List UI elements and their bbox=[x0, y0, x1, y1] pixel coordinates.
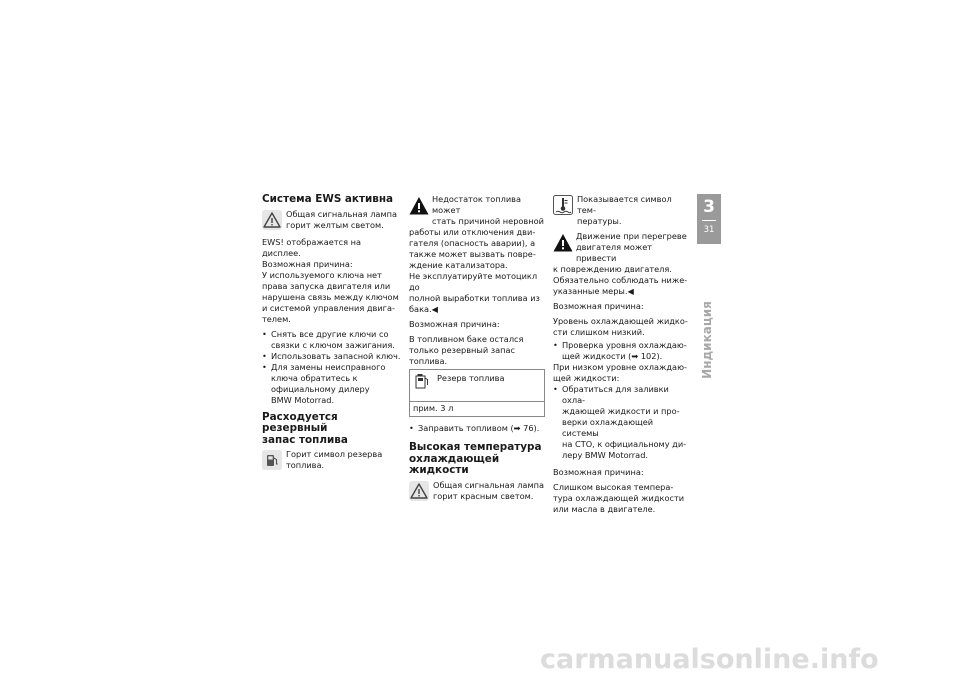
list-item bbox=[409, 423, 545, 434]
coolant-lamp-row bbox=[409, 480, 545, 504]
heading-line: Высокая температура bbox=[409, 441, 542, 453]
list-item-line: • Проверка уровня охлаждаю- bbox=[562, 340, 687, 350]
warning-line: указанные меры.◀ bbox=[553, 286, 634, 296]
fuel-warning-note bbox=[409, 194, 545, 315]
list-item-line: на СТО, к официальному ди- bbox=[562, 439, 687, 449]
heading-line: запас топлива bbox=[262, 433, 348, 446]
list-item-line: леру BMW Motorrad. bbox=[562, 450, 648, 460]
list-item-line: ждающей жидкости и про- bbox=[562, 406, 680, 416]
ews-body-line: EWS! отображается на дисплее. bbox=[262, 236, 362, 258]
symbol-text: Показывается символ тем- bbox=[577, 194, 672, 215]
watermark: carmanualsonline.info bbox=[540, 644, 879, 675]
hazard-triangle-icon bbox=[553, 233, 573, 253]
chapter-divider bbox=[702, 220, 716, 221]
column-2 bbox=[409, 194, 545, 508]
list-item bbox=[262, 329, 402, 351]
fuel-can-icon bbox=[415, 373, 429, 389]
warning-line: стать причиной неровной bbox=[432, 216, 544, 226]
cause-line: сти слишком низкий. bbox=[553, 327, 645, 337]
fuel-cause-text bbox=[409, 334, 545, 367]
list-item-line: верки охлаждающей системы bbox=[562, 417, 654, 438]
ews-body-line: нарушена связь между ключом bbox=[262, 291, 399, 302]
list-item bbox=[553, 384, 691, 461]
coolant-check-list bbox=[553, 340, 691, 362]
chapter-tab bbox=[697, 194, 721, 244]
fuel-lamp-text: топлива. bbox=[286, 460, 325, 471]
ews-lamp-text: Общая сигнальная лампа bbox=[286, 208, 397, 219]
overheat-cause-label: Возможная причина: bbox=[553, 467, 644, 477]
low-level-line: щей жидкости: bbox=[553, 373, 620, 383]
low-level-line: При низком уровне охлаждаю- bbox=[553, 362, 687, 372]
cause-line: или масла в двигателе. bbox=[553, 504, 656, 514]
cause-line: Слишком высокая темпера- bbox=[553, 482, 674, 492]
fuel-cause-label: Возможная причина: bbox=[409, 319, 500, 329]
warning-line: Обязательно соблюдать ниже- bbox=[553, 275, 688, 285]
warning-line: к повреждению двигателя. bbox=[553, 264, 672, 274]
list-item-line: официальному дилеру bbox=[271, 383, 370, 394]
fuel-actions-list bbox=[409, 423, 545, 434]
cause-line: тура охлаждающей жидкости bbox=[553, 493, 685, 503]
warning-triangle-icon bbox=[409, 481, 429, 501]
cause-line: топлива. bbox=[409, 356, 448, 366]
coolant-service-list bbox=[553, 384, 691, 461]
coolant-thermometer-icon bbox=[553, 195, 573, 215]
warning-line: бака.◀ bbox=[409, 304, 438, 314]
list-item-line: • Заправить топливом (➡ 76). bbox=[418, 423, 540, 433]
coolant-lamp-text: горит красным светом. bbox=[433, 490, 534, 501]
ews-body-line: Возможная причина: bbox=[262, 258, 353, 269]
warning-line: Недостаток топлива может bbox=[432, 194, 522, 215]
symbol-text: пературы. bbox=[577, 216, 622, 226]
ews-heading: Система EWS активна bbox=[262, 193, 394, 205]
list-item-line: ключа обратитесь к bbox=[271, 372, 358, 383]
list-item bbox=[262, 362, 402, 406]
warning-line: Движение при перегреве bbox=[576, 231, 687, 241]
list-item bbox=[262, 351, 402, 362]
warning-line: двигателя может привести bbox=[576, 242, 653, 263]
fuel-reserve-heading bbox=[262, 412, 402, 447]
ews-lamp-row bbox=[262, 209, 402, 233]
list-item-line: BMW Motorrad. bbox=[271, 394, 335, 405]
ews-description bbox=[262, 237, 402, 325]
low-level-text bbox=[553, 362, 691, 384]
ews-body-line: и системой управления двига- bbox=[262, 302, 395, 313]
heading-line: Расходуется резервный bbox=[262, 410, 338, 435]
fuel-reserve-label: Резерв топлива bbox=[437, 373, 505, 383]
temperature-symbol-row bbox=[553, 194, 691, 227]
list-item-line: • Использовать запасной ключ. bbox=[271, 350, 401, 361]
list-item-line: щей жидкости (➡ 102). bbox=[562, 351, 663, 361]
cause-line: В топливном баке остался bbox=[409, 334, 524, 344]
heading-line: охлаждающей жидкости bbox=[409, 452, 500, 477]
coolant-cause-text bbox=[553, 316, 691, 338]
overheat-cause-text bbox=[553, 482, 691, 515]
list-item-line: связки с ключом зажигания. bbox=[271, 339, 395, 350]
warning-triangle-icon bbox=[262, 210, 282, 230]
ews-body-line: права запуска двигателя или bbox=[262, 280, 391, 291]
ews-actions-list bbox=[262, 329, 402, 406]
coolant-lamp-text: Общая сигнальная лампа bbox=[433, 479, 544, 490]
warning-line: также может вызвать повре- bbox=[409, 249, 536, 259]
fuel-reserve-lamp-row bbox=[262, 449, 402, 473]
list-item-line: • Обратиться для заливки охла- bbox=[562, 384, 669, 405]
list-item-line: • Для замены неисправного bbox=[271, 361, 386, 372]
chapter-side-title: Индикация bbox=[700, 301, 714, 379]
column-3 bbox=[553, 194, 691, 519]
warning-line: работы или отключения дви- bbox=[409, 227, 536, 237]
page-number: 31 bbox=[703, 225, 715, 235]
cause-line: Уровень охлаждающей жидко- bbox=[553, 316, 688, 326]
ews-body-line: телем. bbox=[262, 313, 291, 324]
list-item-line: • Снять все другие ключи со bbox=[271, 328, 389, 339]
warning-line: ждение катализатора. bbox=[409, 260, 508, 270]
warning-line: гателя (опасность аварии), а bbox=[409, 238, 536, 248]
warning-line: полной выработки топлива из bbox=[409, 293, 540, 303]
coolant-cause-label: Возможная причина: bbox=[553, 301, 644, 311]
column-1 bbox=[262, 194, 402, 477]
ews-lamp-text: горит желтым светом. bbox=[286, 219, 384, 230]
coolant-heading bbox=[409, 442, 545, 477]
ews-body-line: У используемого ключа нет bbox=[262, 269, 382, 280]
cause-line: только резервный запас bbox=[409, 345, 516, 355]
fuel-pump-icon bbox=[262, 450, 282, 470]
hazard-triangle-icon bbox=[409, 196, 429, 216]
list-item bbox=[553, 340, 691, 362]
overheat-warning-note bbox=[553, 231, 691, 297]
fuel-reserve-value: прим. 3 л bbox=[413, 403, 454, 413]
warning-line: Не эксплуатируйте мотоцикл до bbox=[409, 271, 538, 292]
chapter-number: 3 bbox=[703, 197, 715, 217]
fuel-reserve-spec-box bbox=[409, 369, 545, 417]
fuel-lamp-text: Горит символ резерва bbox=[286, 449, 383, 460]
